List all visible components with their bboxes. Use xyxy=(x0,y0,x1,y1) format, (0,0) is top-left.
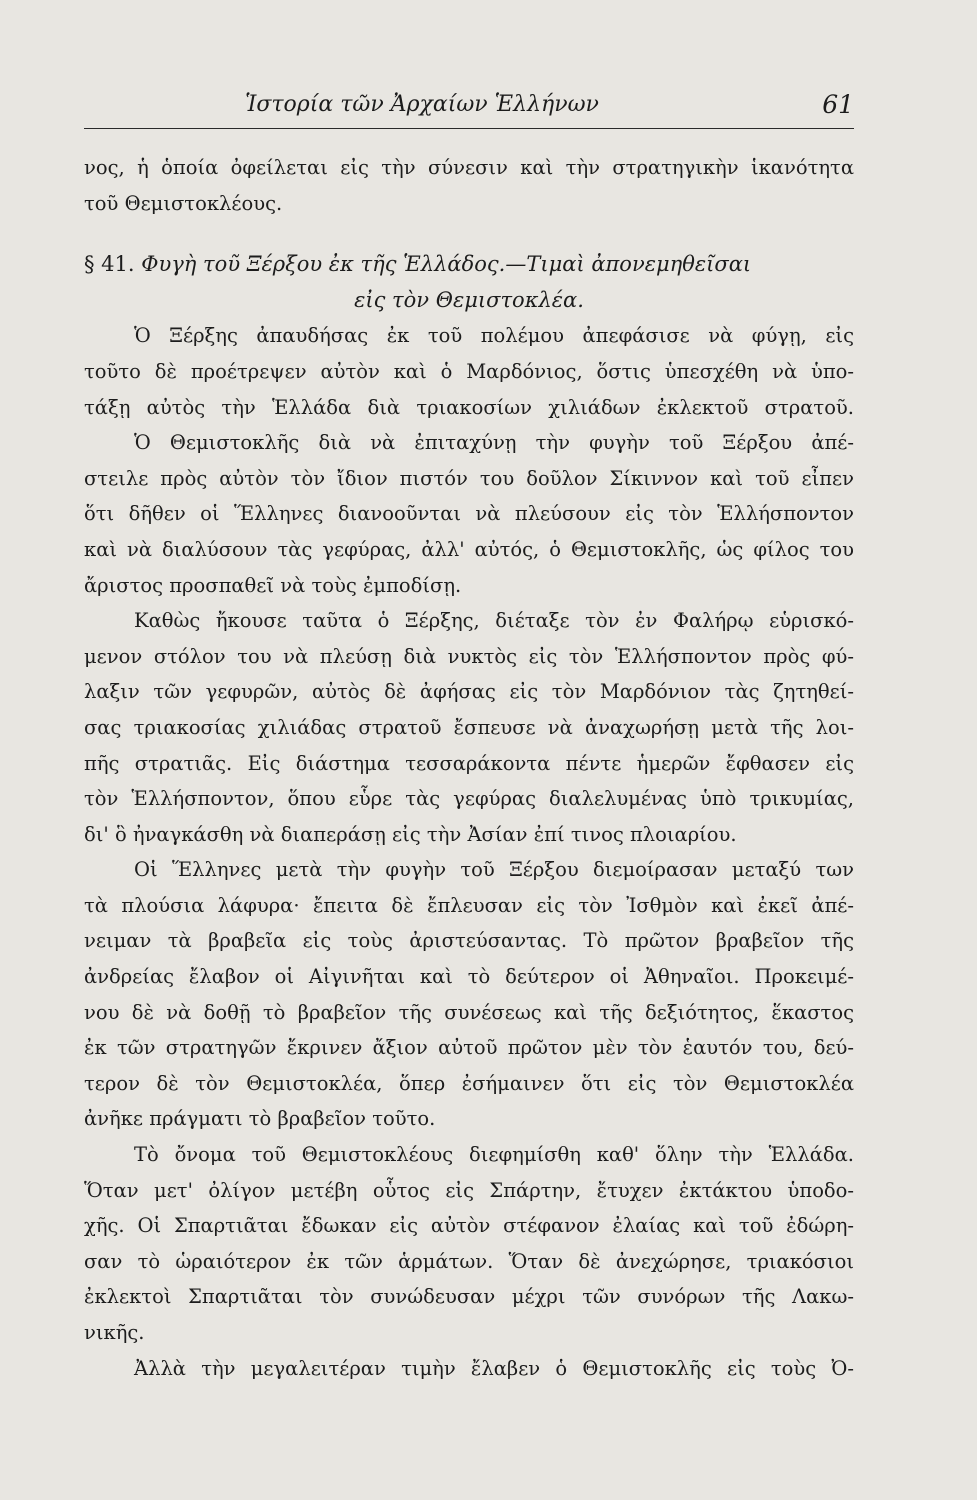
text-line: ὅτι δῆθεν οἱ Ἕλληνες διανοοῦνται νὰ πλεύσουν εἰς τὸν Ἑλλήσποντον xyxy=(84,502,854,526)
text-line: ἐκλεκτοὶ Σπαρτιᾶται τὸν συνώδευσαν μέχρι τῶν συνόρων τῆς Λακω- xyxy=(84,1285,854,1309)
section-number: § 41. xyxy=(84,252,135,277)
section-heading xyxy=(84,247,854,283)
text-line: ἄριστος προσπαθεῖ νὰ τοὺς ἐμποδίσῃ. xyxy=(84,573,462,597)
text-line: Ὁ Θεμιστοκλῆς διὰ νὰ ἐπιταχύνῃ τὴν φυγὴν τοῦ Ξέρξου ἀπέ- xyxy=(134,431,854,455)
text-line: μενον στόλον του νὰ πλεύσῃ διὰ νυκτὸς εἰς τὸν Ἑλλήσποντον πρὸς φύ- xyxy=(84,644,854,668)
text-line: Οἱ Ἕλληνες μετὰ τὴν φυγὴν τοῦ Ξέρξου διεμοίρασαν μεταξύ των xyxy=(134,858,854,882)
spacer xyxy=(84,221,854,247)
running-title: Ἱστορία τῶν Ἀρχαίων Ἑλλήνων xyxy=(245,92,599,117)
text-line: Ὅταν μετ' ὀλίγον μετέβη οὗτος εἰς Σπάρτην, ἔτυχεν ἐκτάκτου ὑποδο- xyxy=(84,1178,854,1202)
text-line: ἀνδρείας ἔλαβον οἱ Αἰγινῆται καὶ τὸ δεύτερον οἱ Ἀθηναῖοι. Προκειμέ- xyxy=(84,965,854,989)
text-line: δι' ὃ ἠναγκάσθη νὰ διαπεράσῃ εἰς τὴν Ἀσίαν ἐπί τινος πλοιαρίου. xyxy=(84,822,737,846)
text-line: ἀνῆκε πράγματι τὸ βραβεῖον τοῦτο. xyxy=(84,1107,436,1131)
text-line: νειμαν τὰ βραβεῖα εἰς τοὺς ἀριστεύσαντας. Τὸ πρῶτον βραβεῖον τῆς xyxy=(84,929,854,953)
text-line: Ὁ Ξέρξης ἀπαυδήσας ἐκ τοῦ πολέμου ἀπεφάσισε νὰ φύγῃ, εἰς xyxy=(134,324,854,348)
text-line: τὸν Ἑλλήσποντον, ὅπου εὗρε τὰς γεφύρας διαλελυμένας ὑπὸ τρικυμίας, xyxy=(84,787,854,811)
page-number: 61 xyxy=(822,90,854,119)
text-line: τοῦ Θεμιστοκλέους. xyxy=(84,191,283,215)
body-text xyxy=(84,150,854,1386)
section-title-line-1: Φυγὴ τοῦ Ξέρξου ἐκ τῆς Ἑλλάδος.—Τιμαὶ ἀπονεμηθεῖσαι xyxy=(141,252,752,277)
text-line: ἐκ τῶν στρατηγῶν ἔκρινεν ἄξιον αὐτοῦ πρῶτον μὲν τὸν ἑαυτόν του, δεύ- xyxy=(84,1036,854,1060)
text-line: Τὸ ὄνομα τοῦ Θεμιστοκλέους διεφημίσθη καθ' ὅλην τὴν Ἑλλάδα. xyxy=(134,1143,854,1167)
text-line: πῆς στρατιᾶς. Εἰς διάστημα τεσσαράκοντα πέντε ἡμερῶν ἔφθασεν εἰς xyxy=(84,751,854,775)
text-line: λαξιν τῶν γεφυρῶν, αὐτὸς δὲ ἀφήσας εἰς τὸν Μαρδόνιον τὰς ζητηθεί- xyxy=(84,680,854,704)
text-line: Ἀλλὰ τὴν μεγαλειτέραν τιμὴν ἔλαβεν ὁ Θεμιστοκλῆς εἰς τοὺς Ὀ- xyxy=(134,1356,854,1380)
running-header xyxy=(84,88,854,129)
text-line: χῆς. Οἱ Σπαρτιᾶται ἔδωκαν εἰς αὐτὸν στέφανον ἐλαίας καὶ τοῦ ἐδώρη- xyxy=(84,1214,854,1238)
text-line: νος, ἡ ὁποία ὀφείλεται εἰς τὴν σύνεσιν καὶ τὴν στρατηγικὴν ἱκανότητα xyxy=(84,156,854,179)
text-line: Καθὼς ἤκουσε ταῦτα ὁ Ξέρξης, διέταξε τὸν ἐν Φαλήρῳ εὑρισκό- xyxy=(134,609,854,633)
text-line: σας τριακοσίας χιλιάδας στρατοῦ ἔσπευσε νὰ ἀναχωρήσῃ μετὰ τῆς λοι- xyxy=(84,715,854,739)
text-line: τάξῃ αὐτὸς τὴν Ἑλλάδα διὰ τριακοσίων χιλιάδων ἐκλεκτοῦ στρατοῦ. xyxy=(84,395,854,419)
text-line: νου δὲ νὰ δοθῇ τὸ βραβεῖον τῆς συνέσεως καὶ τῆς δεξιότητος, ἕκαστος xyxy=(84,1000,854,1024)
text-line: σαν τὸ ὡραιότερον ἐκ τῶν ἁρμάτων. Ὅταν δὲ ἀνεχώρησε, τριακόσιοι xyxy=(84,1249,854,1273)
text-line: τοῦτο δὲ προέτρεψεν αὐτὸν καὶ ὁ Μαρδόνιος, ὅστις ὑπεσχέθη νὰ ὑπο- xyxy=(84,359,854,383)
text-line: στειλε πρὸς αὐτὸν τὸν ἴδιον πιστόν του δοῦλον Σίκιννον καὶ τοῦ εἶπεν xyxy=(84,466,854,490)
text-line: τὰ πλούσια λάφυρα· ἔπειτα δὲ ἔπλευσαν εἰς τὸν Ἰσθμὸν καὶ ἐκεῖ ἀπέ- xyxy=(84,893,854,917)
section-title-line-2: εἰς τὸν Θεμιστοκλέα. xyxy=(354,287,584,312)
text-line: νικῆς. xyxy=(84,1321,145,1344)
text-line: καὶ νὰ διαλύσουν τὰς γεφύρας, ἀλλ' αὐτός, ὁ Θεμιστοκλῆς, ὡς φίλος του xyxy=(84,537,854,561)
text-line: τερον δὲ τὸν Θεμιστοκλέα, ὅπερ ἐσήμαινεν ὅτι εἰς τὸν Θεμιστοκλέα xyxy=(84,1071,854,1095)
